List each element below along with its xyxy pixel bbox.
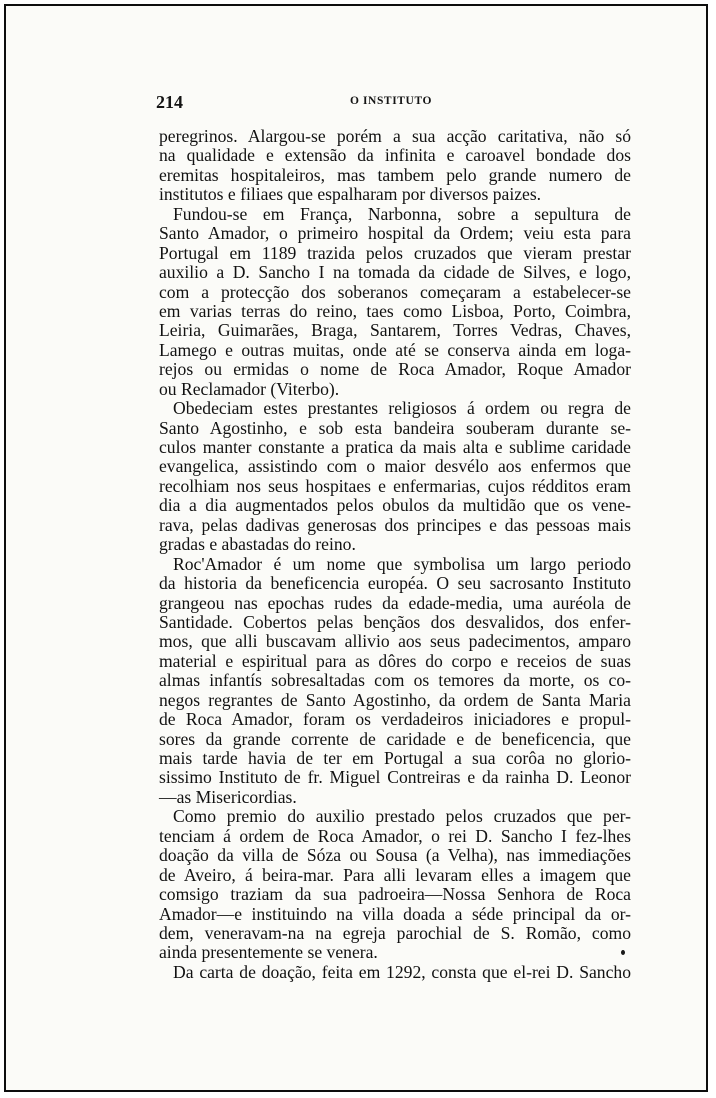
text-line: sores da grande corrente de caridade e de beneficencia, que xyxy=(159,728,631,749)
text-line: Obedeciam estes prestantes religiosos á ordem ou regra de xyxy=(173,398,631,419)
body-text xyxy=(159,127,631,982)
text-line: material e espiritual para as dôres do corpo e receios de suas xyxy=(159,650,631,671)
text-line: almas infantís sobresaltadas com os temores da morte, os co- xyxy=(159,670,631,691)
text-line: eremitas hospitaleiros, mas tambem pelo grande numero de xyxy=(159,164,631,185)
text-line: culos manter constante a pratica da mais alta e sublime caridade xyxy=(159,437,631,457)
text-line: Portugal em 1189 trazida pelos cruzados que vieram prestar xyxy=(159,242,631,263)
text-line: comsigo traziam da sua padroeira—Nossa Senhora de Roca xyxy=(159,884,631,905)
text-line: ou Reclamador (Viterbo). xyxy=(159,378,340,399)
text-line: Lamego e outras muitas, onde até se conserva ainda em loga- xyxy=(159,339,631,360)
text-line: Santo Amador, o primeiro hospital da Ordem; veiu esta para xyxy=(159,223,631,244)
text-line: Leiria, Guimarães, Braga, Santarem, Torres Vedras, Chaves, xyxy=(159,320,631,341)
text-line: de Aveiro, á beira-mar. Para alli levaram elles a imagem que xyxy=(159,864,631,885)
text-line: Da carta de doação, feita em 1292, consta que el-rei D. Sancho xyxy=(173,961,631,982)
text-line: auxilio a D. Sancho I na tomada da cidade de Silves, e logo, xyxy=(159,262,631,283)
text-line: dia a dia augmentados pelos obulos da multidão que os vene- xyxy=(159,495,631,516)
text-line: rava, pelas dadivas generosas dos principes e das pessoas mais xyxy=(159,514,631,535)
text-line: com a protecção dos soberanos começaram a estabelecer-se xyxy=(159,281,631,302)
text-line: recolhiam nos seus hospitaes e enfermarias, cujos rédditos eram xyxy=(159,475,631,496)
text-line: Como premio do auxilio prestado pelos cruzados que per- xyxy=(173,806,631,827)
text-line: Santo Agostinho, e sob esta bandeira souberam durante se- xyxy=(159,417,631,438)
text-line: da historia da beneficencia européa. O seu sacrosanto Instituto xyxy=(159,573,631,594)
ink-dot xyxy=(621,950,625,955)
text-line: de Roca Amador, foram os verdadeiros iniciadores e propul- xyxy=(159,709,631,730)
text-line: institutos e filiaes que espalharam por diversos paizes. xyxy=(159,184,542,205)
text-line: Santidade. Cobertos pelas bençãos dos desvalidos, dos enfer- xyxy=(159,611,631,632)
text-line: —as Misericordias. xyxy=(159,786,297,807)
text-line: grangeou nas epochas rudes da edade-media, uma auréola de xyxy=(159,592,631,613)
text-line: dem, veneravam-na na egreja parochial de S. Romão, como xyxy=(159,922,631,943)
text-line: mos, que alli buscavam allivio aos seus padecimentos, amparo xyxy=(159,631,631,652)
text-line: Fundou-se em França, Narbonna, sobre a sepultura de xyxy=(173,203,631,224)
text-line: em varias terras do reino, taes como Lisboa, Porto, Coimbra, xyxy=(159,300,631,321)
text-line: peregrinos. Alargou-se porém a sua acção caritativa, não só xyxy=(159,126,631,146)
text-line: mais tarde havia de ter em Portugal a sua corôa no glorio- xyxy=(159,748,631,768)
text-line: gradas e abastadas do reino. xyxy=(159,534,356,555)
text-line: negos regrantes de Santo Agostinho, da ordem de Santa Maria xyxy=(159,689,631,710)
text-line: rejos ou ermidas o nome de Roca Amador, Roque Amador xyxy=(159,359,631,380)
text-line: sissimo Instituto de fr. Miguel Contreiras e da rainha D. Leonor xyxy=(159,767,631,788)
text-line: doação da villa de Sóza ou Sousa (a Velha), nas immediações xyxy=(159,845,631,866)
text-line: evangelica, assistindo com o maior desvélo aos enfermos que xyxy=(159,456,631,477)
page-header xyxy=(156,92,626,114)
running-title: O INSTITUTO xyxy=(349,95,433,107)
page-number: 214 xyxy=(156,92,183,112)
text-line: na qualidade e extensão da infinita e caroavel bondade dos xyxy=(159,145,631,166)
text-line: Roc'Amador é um nome que symbolisa um largo periodo xyxy=(173,553,631,574)
text-line: ainda presentemente se venera. xyxy=(159,942,378,963)
text-line: tenciam á ordem de Roca Amador, o rei D. Sancho I fez-lhes xyxy=(159,825,631,846)
text-line: Amador—e instituindo na villa doada a séde principal da or- xyxy=(159,903,631,924)
